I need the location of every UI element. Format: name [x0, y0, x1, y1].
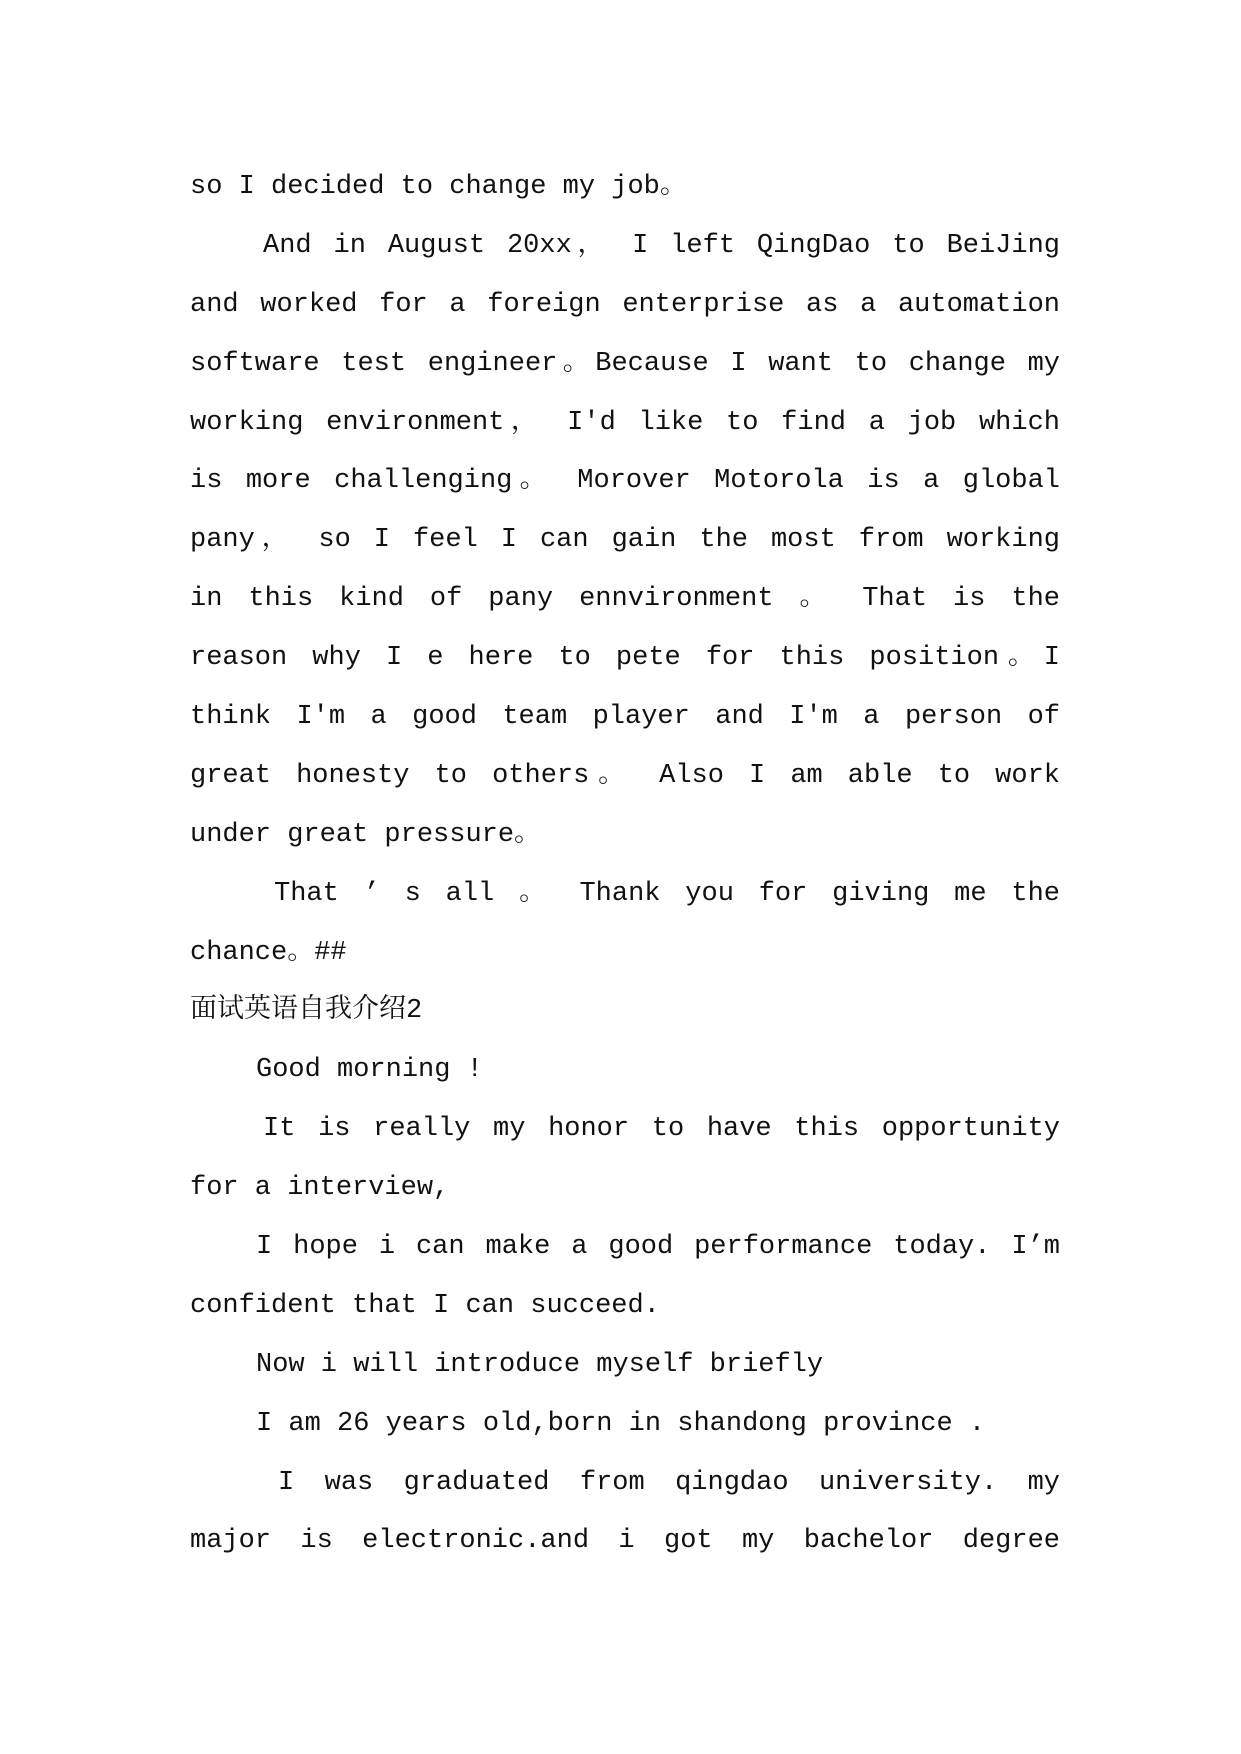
document-page [190, 158, 1060, 1571]
text-line: It is really my honor to have this opportunity [263, 1114, 1060, 1145]
text-line: under great pressure。 [190, 819, 542, 850]
text-line: so I decided to change my job。 [190, 172, 687, 202]
text-line: confident that I can succeed. [190, 1290, 660, 1321]
text-line: I hope i can make a good performance today. I’m [256, 1232, 1060, 1263]
text-line: reason why I e here to pete for this position。I [190, 643, 1060, 674]
text-line: Now i will introduce myself briefly [256, 1349, 824, 1380]
text-line: software test engineer。Because I want to change my [190, 348, 1060, 379]
text-line: That ’ s all 。 Thank you for giving me the [274, 878, 1060, 909]
section-heading: 面试英语自我介绍2 [190, 996, 423, 1027]
text-line: working environment， I'd like to find a job which [190, 407, 1060, 438]
text-line: is more challenging。 Morover Motorola is a global [190, 466, 1060, 497]
text-line: in this kind of pany ennvironment 。 That is the [190, 584, 1060, 615]
text-line: chance。## [190, 937, 347, 968]
text-line: I was graduated from qingdao university. my [278, 1467, 1060, 1498]
text-line: for a interview, [190, 1173, 450, 1204]
text-line: think I'm a good team player and I'm a person of [190, 702, 1060, 733]
text-line: great honesty to others。 Also I am able to work [190, 760, 1060, 791]
text-line: I am 26 years old,born in shandong province . [256, 1408, 986, 1439]
text-line: pany， so I feel I can gain the most from working [190, 525, 1060, 556]
text-line: Good morning ! [256, 1055, 483, 1086]
text-line: and worked for a foreign enterprise as a automation [190, 289, 1060, 320]
text-line: And in August 20xx， I left QingDao to BeiJing [263, 230, 1060, 261]
text-line: major is electronic.and i got my bachelor degree [190, 1526, 1060, 1557]
